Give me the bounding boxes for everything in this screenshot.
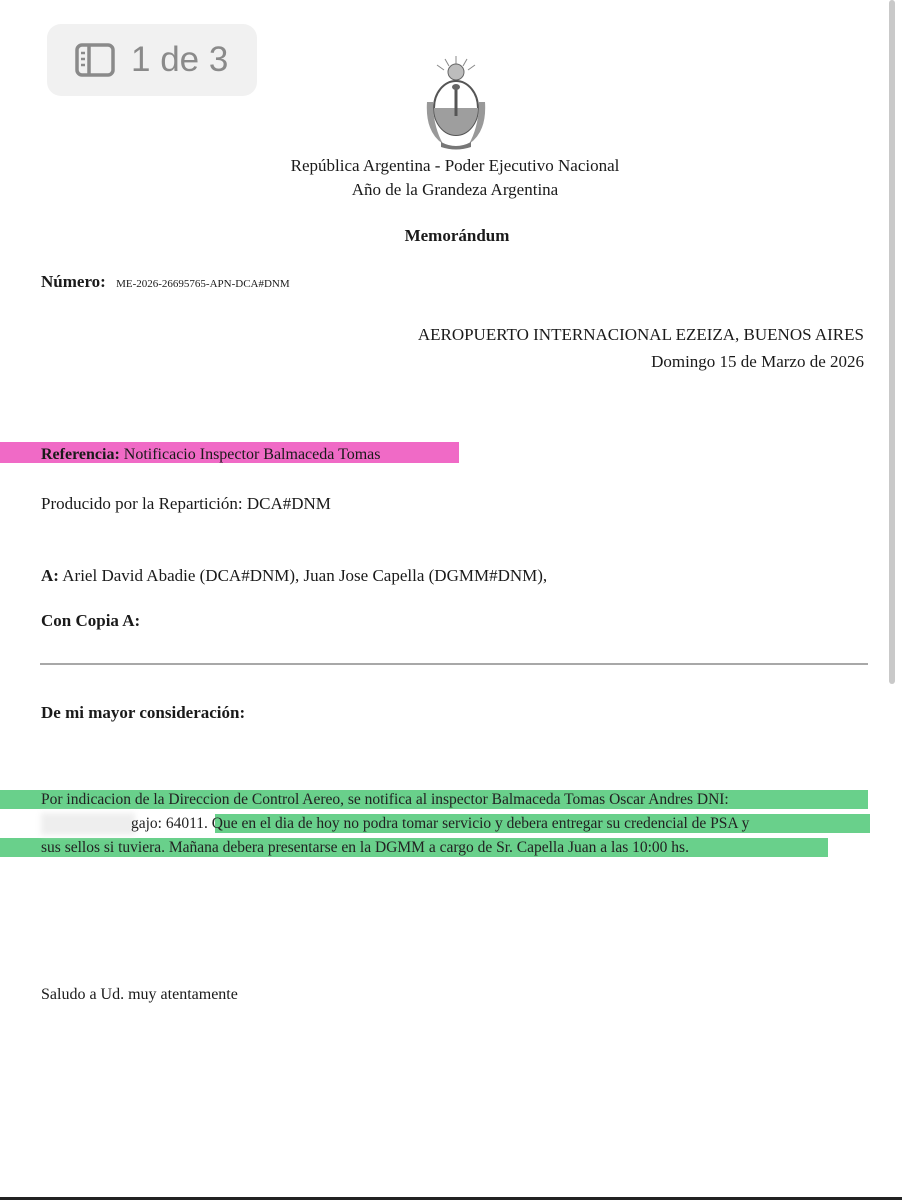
referencia-label: Referencia: xyxy=(41,446,120,463)
referencia xyxy=(41,446,381,464)
memo-title: Memorándum xyxy=(404,226,510,245)
header-line-2: Año de la Grandeza Argentina xyxy=(351,180,559,199)
document-number-value: ME-2026-26695765-APN-DCA#DNM xyxy=(116,278,290,290)
redacted-area xyxy=(41,813,135,835)
divider xyxy=(40,663,868,665)
referencia-value: Notificacio Inspector Balmaceda Tomas xyxy=(123,446,381,463)
coat-of-arms-icon xyxy=(423,52,489,152)
page-indicator[interactable] xyxy=(47,24,257,96)
saludo-inicial: De mi mayor consideración: xyxy=(41,703,246,722)
document-number xyxy=(41,272,290,292)
header-line-1: República Argentina - Poder Ejecutivo Nacional xyxy=(290,156,620,175)
scrollbar[interactable] xyxy=(889,0,895,684)
destinatarios-value: Ariel David Abadie (DCA#DNM), Juan Jose Capella (DGMM#DNM), xyxy=(62,566,548,585)
producido: Producido por la Repartición: DCA#DNM xyxy=(41,494,331,513)
document-number-label: Número: xyxy=(41,272,106,291)
destinatarios xyxy=(41,566,547,586)
body-line-2: gajo: 64011. Que en el dia de hoy no podra tomar servicio y debera entregar su credencial de PSA y xyxy=(131,815,750,832)
date: Domingo 15 de Marzo de 2026 xyxy=(651,352,864,371)
page-indicator-label: 1 de 3 xyxy=(131,40,229,79)
sidebar-icon xyxy=(75,43,115,77)
location: AEROPUERTO INTERNACIONAL EZEIZA, BUENOS AIRES xyxy=(417,325,864,344)
destinatarios-label: A: xyxy=(41,566,59,585)
copia-label: Con Copia A: xyxy=(41,611,141,630)
body-line-1: Por indicacion de la Direccion de Control Aereo, se notifica al inspector Balmaceda Tomas Oscar Andres DNI: xyxy=(41,791,729,808)
closing: Saludo a Ud. muy atentamente xyxy=(41,986,238,1003)
body-line-3: sus sellos si tuviera. Mañana debera presentarse en la DGMM a cargo de Sr. Capella Juan a las 10:00 hs. xyxy=(41,839,689,856)
